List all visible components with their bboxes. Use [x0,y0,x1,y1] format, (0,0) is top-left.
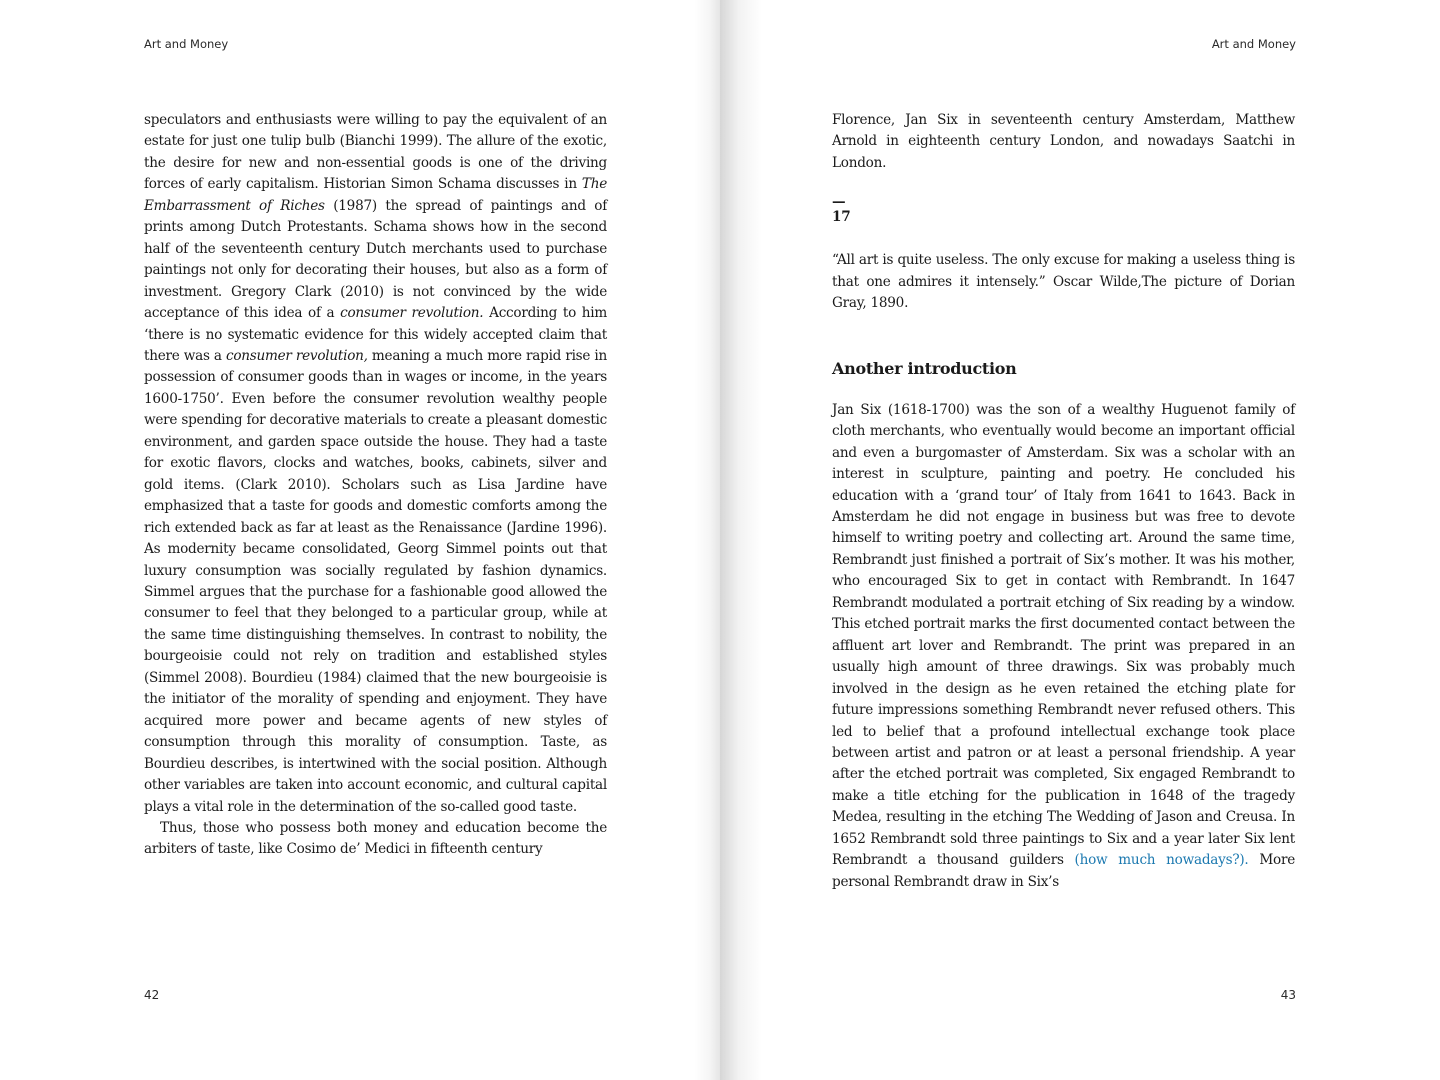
section-dash: — [832,194,846,211]
body-paragraph-2: Thus, those who possess both money and education become the arbiters of taste, like Cosimo de’ Medici in fifteenth century [144,819,607,858]
emphasis-italic: consumer revolution. [340,305,484,322]
epigraph-quote: “All art is quite useless. The only excuse for making a useless thing is that one admires it intensely.” Oscar Wilde,The picture of Dorian Gray, 1890. [832,252,1295,312]
section-marker [832,196,1295,226]
gutter-shadow-left [694,0,720,1080]
page-number-left: 42 [144,988,160,1002]
emphasis-italic: consumer revolution, [225,347,368,364]
section-heading: Another introduction [832,358,1017,378]
annotation-link[interactable]: (how much nowadays?). [1074,852,1249,869]
right-page [720,0,1440,1080]
running-header-left: Art and Money [144,37,229,51]
right-page-body [832,110,1295,893]
paragraph-text: More personal Rembrandt draw in Six’s [832,852,1295,890]
page-number-right: 43 [1280,988,1296,1002]
body-paragraph [832,400,1295,893]
left-page-body [144,110,607,861]
body-paragraph-1 [144,110,607,818]
continuation-paragraph: Florence, Jan Six in seventeenth century Amsterdam, Matthew Arnold in eighteenth century London, and nowadays Saatchi in London. [832,112,1295,171]
book-title-italic: The Embarrassment of Riches [144,176,607,214]
paragraph-text: According to him ‘there is no systematic evidence for this widely accepted claim that there was a [144,305,607,364]
gutter-shadow-right [720,0,762,1080]
section-number: 17 [832,209,851,226]
paragraph-text: meaning a much more rapid rise in possession of consumer goods than in wages or income, in the years 1600-1750’. Even before the consumer revolution wealthy people were spending for decorative materials to create a pleasant domestic environment, and garden space outside the house. They had a taste for exotic flavors, clocks and watches, books, cabinets, silver and gold items. (Clark 2010). Scholars such as Lisa Jardine have emphasized that a taste for goods and domestic comforts among the rich extended back as far at least as the Renaissance (Jardine 1996). As modernity became consolidated, Georg Simmel points out that luxury consumption was socially regulated by fashion dynamics. Simmel argues that the purchase for a fashionable good allowed the consumer to feel that they belonged to a particular group, while at the same time distinguishing themselves. In contrast to nobility, the bourgeoisie could not rely on tradition and established styles (Simmel 2008). Bourdieu (1984) claimed that the new bourgeoisie is the initiator of the morality of spending and enjoyment. They have acquired more power and became agents of new styles of consumption through this morality of consumption. Taste, as Bourdieu describes, is intertwined with the social position. Although other variables are taken into account economic, and cultural capital plays a vital role in the determination of the so-called good taste. [144,347,607,815]
running-header-right: Art and Money [1211,37,1296,51]
paragraph-text: speculators and enthusiasts were willing to pay the equivalent of an estate for just one tulip bulb (Bianchi 1999). The allure of the exotic, the desire for new and non-essential goods is one of the driving forces of early capitalism. Historian Simon Schama discusses in [144,112,607,193]
paragraph-text: (1987) the spread of paintings and of prints among Dutch Protestants. Schama shows how in the second half of the seventeenth century Dutch merchants used to purchase paintings not only for decorating their houses, but also as a form of investment. Gregory Clark (2010) is not convinced by the wide acceptance of this idea of a [144,197,607,322]
paragraph-text: Jan Six (1618-1700) was the son of a wealthy Huguenot family of cloth merchants, who eventually would become an important official and even a burgomaster of Amsterdam. Six was a scholar with an interest in sculpture, painting and poetry. He concluded his education with a ‘grand tour’ of Italy from 1641 to 1643. Back in Amsterdam he did not engage in business but was free to devote himself to writing poetry and collecting art. Around the same time, Rembrandt just finished a portrait of Six’s mother. It was his mother, who encouraged Six to get in contact with Rembrandt. In 1647 Rembrandt modulated a portrait etching of Six reading by a window. This etched portrait marks the first documented contact between the affluent art lover and Rembrandt. The print was prepared in an usually high amount of three drawings. Six was probably much involved in the design as he even retained the etching plate for future impressions something Rembrandt never refused others. This led to belief that a profound intellectual exchange took place between artist and patron or at least a personal friendship. A year after the etched portrait was completed, Six engaged Rembrandt to make a title etching for the publication in 1648 of the tragedy Medea, resulting in the etching The Wedding of Jason and Creusa. In 1652 Rembrandt sold three paintings to Six and a year later Six lent Rembrandt a thousand guilders [832,401,1295,869]
